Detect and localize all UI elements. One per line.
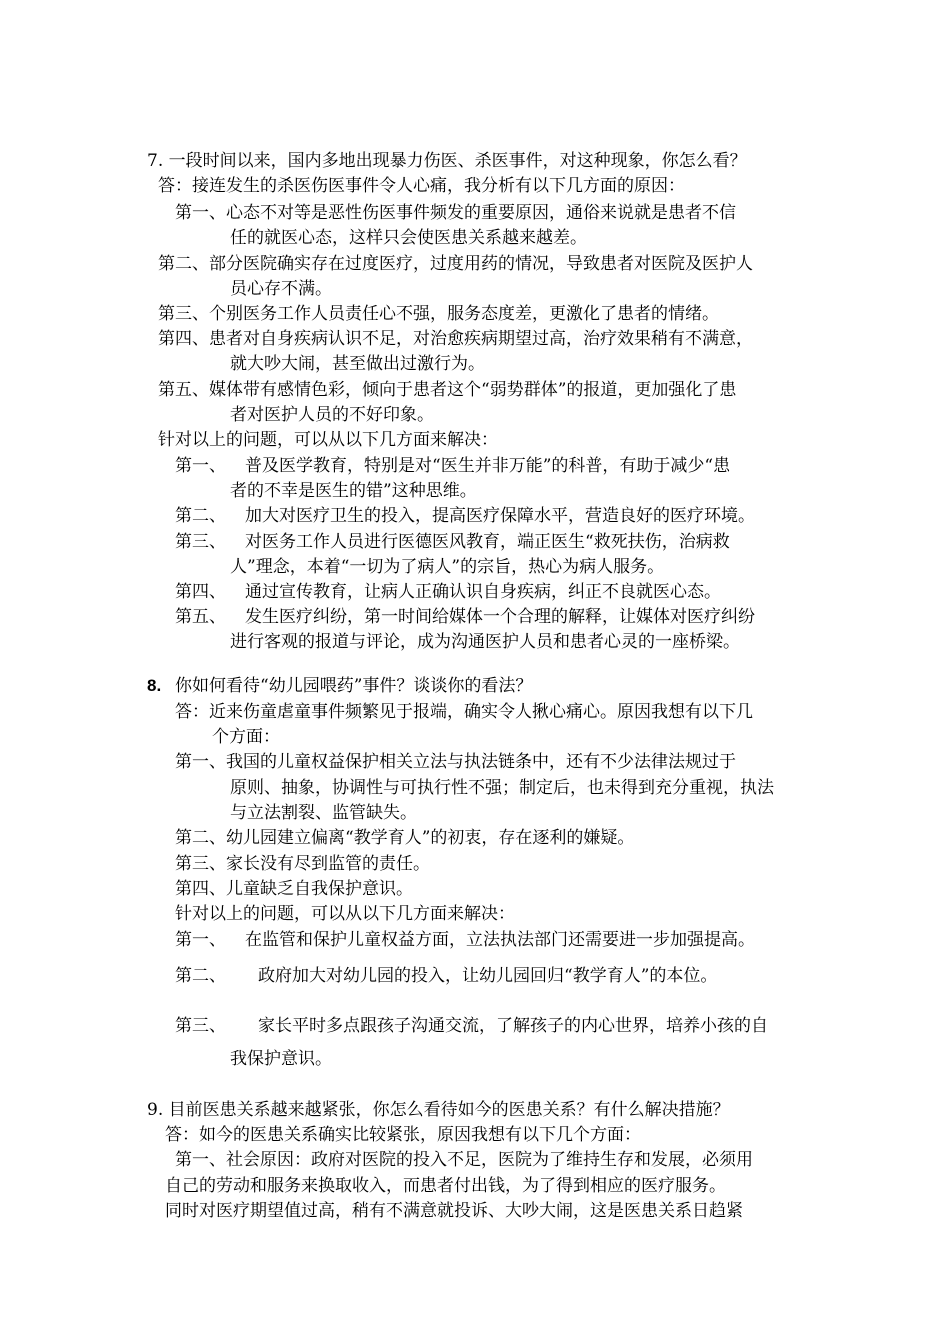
q7-reason-1-line-2: 任的就医心态，这样只会使医患关系越来越差。: [230, 228, 587, 248]
q8-solution-3-line-1: 家长平时多点跟孩子沟通交流，了解孩子的内心世界，培养小孩的自: [258, 1016, 768, 1036]
q8-number: 8.: [147, 676, 162, 695]
q7-solution-4-line-1: 通过宣传教育，让病人正确认识自身疾病，纠正不良就医心态。: [245, 582, 721, 602]
q8-solution-3-line-2: 我保护意识。: [230, 1049, 332, 1069]
q9-paragraph-line-1: 第一、社会原因：政府对医院的投入不足，医院为了维持生存和发展，必须用: [175, 1150, 753, 1170]
q8-reason-4-line-1: 第四、儿童缺乏自我保护意识。: [175, 879, 413, 899]
q7-solution-2-label: 第二、: [175, 506, 226, 526]
q7-reason-5-line-1: 第五、媒体带有感情色彩，倾向于患者这个“弱势群体”的报道，更加强化了患: [158, 380, 737, 400]
q9-question: 9. 目前医患关系越来越紧张，你怎么看待如今的医患关系？有什么解决措施？: [147, 1100, 730, 1120]
q9-paragraph-line-2: 自己的劳动和服务来换取收入，而患者付出钱，为了得到相应的医疗服务。: [165, 1176, 726, 1196]
q7-solution-5-line-2: 进行客观的报道与评论，成为沟通医护人员和患者心灵的一座桥梁。: [230, 632, 740, 652]
q8-reason-1-line-3: 与立法割裂、监管缺失。: [230, 803, 417, 823]
q8-solution-3-label: 第三、: [175, 1016, 226, 1036]
q8-solution-2-label: 第二、: [175, 966, 226, 986]
q7-reason-3-line-1: 第三、个别医务工作人员责任心不强，服务态度差，更激化了患者的情绪。: [158, 304, 719, 324]
q8-solution-1-line-1: 在监管和保护儿童权益方面，立法执法部门还需要进一步加强提高。: [245, 930, 755, 950]
q7-solution-4-label: 第四、: [175, 582, 226, 602]
q8-solutions-intro: 针对以上的问题，可以从以下几方面来解决：: [175, 904, 515, 924]
q7-reason-2-line-1: 第二、部分医院确实存在过度医疗，过度用药的情况，导致患者对医院及医护人: [158, 254, 753, 274]
q7-reason-2-line-2: 员心存不满。: [230, 279, 332, 299]
q8-reason-1-line-2: 原则、抽象，协调性与可执行性不强；制定后，也未得到充分重视，执法: [230, 778, 774, 798]
q7-answer-intro: 答：接连发生的杀医伤医事件令人心痛，我分析有以下几方面的原因：: [158, 176, 685, 196]
q8-solution-1-label: 第一、: [175, 930, 226, 950]
q7-solution-3-line-2: 人”理念，本着“一切为了病人”的宗旨，热心为病人服务。: [230, 557, 665, 577]
q8-answer-intro-line-2: 个方面：: [212, 727, 280, 747]
q8-reason-2-line-1: 第二、幼儿园建立偏离“教学育人”的初衷，存在逐利的嫌疑。: [175, 828, 635, 848]
q7-solution-1-label: 第一、: [175, 456, 226, 476]
q7-solution-5-line-1: 发生医疗纠纷，第一时间给媒体一个合理的解释，让媒体对医疗纠纷: [245, 607, 755, 627]
q8-reason-3-line-1: 第三、家长没有尽到监管的责任。: [175, 854, 430, 874]
q7-reason-5-line-2: 者对医护人员的不好印象。: [230, 405, 434, 425]
q7-question: 7. 一段时间以来，国内多地出现暴力伤医、杀医事件，对这种现象，你怎么看？: [147, 151, 747, 171]
q7-solution-1-line-2: 者的不幸是医生的错”这种思维。: [230, 481, 477, 501]
q7-solution-5-label: 第五、: [175, 607, 226, 627]
q8-answer-intro-line-1: 答：近来伤童虐童事件频繁见于报端，确实令人揪心痛心。原因我想有以下几: [175, 702, 753, 722]
q7-reason-4-line-2: 就大吵大闹，甚至做出过激行为。: [230, 354, 485, 374]
q7-reason-4-line-1: 第四、患者对自身疾病认识不足，对治愈疾病期望过高，治疗效果稍有不满意，: [158, 329, 753, 349]
q7-solution-3-line-1: 对医务工作人员进行医德医风教育，端正医生“救死扶伤，治病救: [245, 532, 730, 552]
q9-answer-intro: 答：如今的医患关系确实比较紧张，原因我想有以下几个方面：: [165, 1125, 641, 1145]
q8-reason-1-line-1: 第一、我国的儿童权益保护相关立法与执法链条中，还有不少法律法规过于: [175, 752, 736, 772]
q8-solution-2-line-1: 政府加大对幼儿园的投入，让幼儿园回归“教学育人”的本位。: [258, 966, 718, 986]
q9-paragraph-line-3: 同时对医疗期望值过高，稍有不满意就投诉、大吵大闹，这是医患关系日趋紧: [165, 1201, 743, 1221]
q7-solution-1-line-1: 普及医学教育，特别是对“医生并非万能”的科普，有助于减少“患: [245, 456, 731, 476]
q8-question: 你如何看待“幼儿园喂药”事件？谈谈你的看法？: [175, 676, 533, 696]
q7-reason-1-line-1: 第一、心态不对等是恶性伤医事件频发的重要原因，通俗来说就是患者不信: [175, 203, 736, 223]
q7-solutions-intro: 针对以上的问题，可以从以下几方面来解决：: [158, 430, 498, 450]
q7-solution-3-label: 第三、: [175, 532, 226, 552]
q7-solution-2-line-1: 加大对医疗卫生的投入，提高医疗保障水平，营造良好的医疗环境。: [245, 506, 755, 526]
